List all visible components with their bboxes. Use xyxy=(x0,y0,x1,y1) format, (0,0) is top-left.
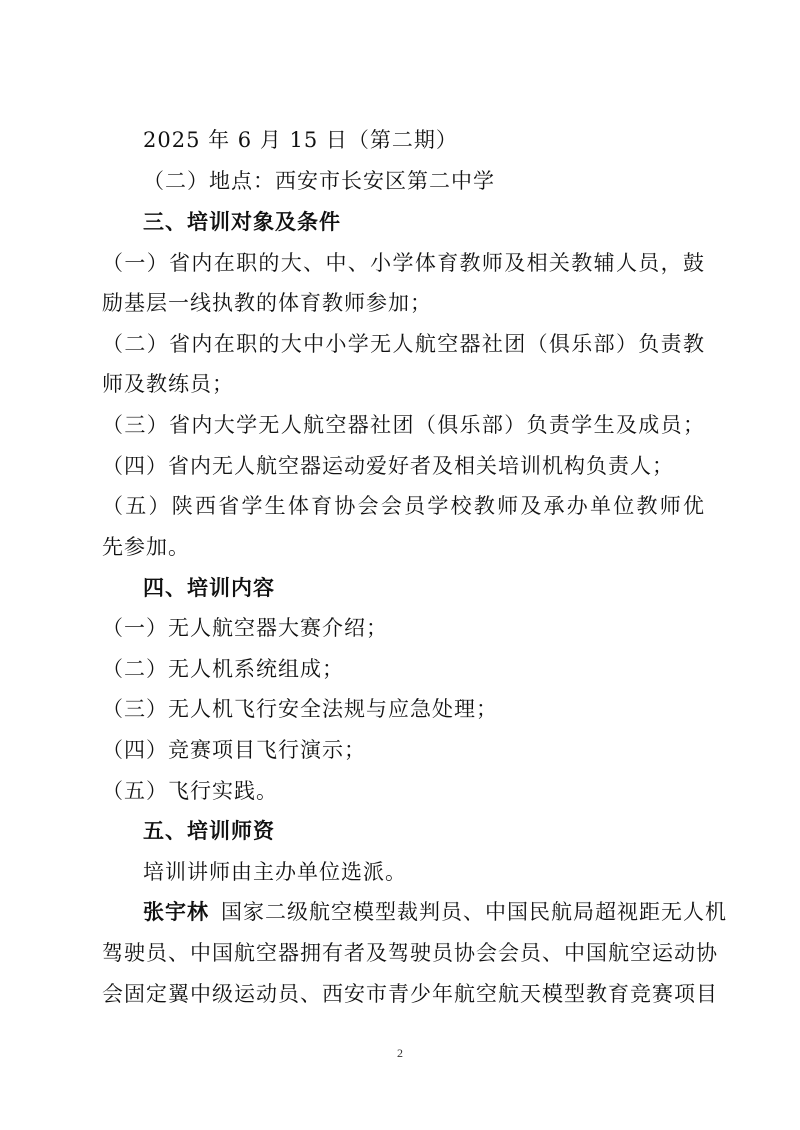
content-item-3: （三）无人机飞行安全法规与应急处理； xyxy=(102,697,498,721)
trainee-item-2-line-1: （二）省内在职的大中小学无人航空器社团（俱乐部）负责教 xyxy=(102,332,705,356)
section-heading-instructors: 五、培训师资 xyxy=(143,819,275,843)
content-item-4: （四）竞赛项目飞行演示； xyxy=(102,738,366,762)
trainee-item-5-line-1: （五）陕西省学生体育协会会员学校教师及承办单位教师优 xyxy=(102,494,705,518)
instructor-name: 张宇林 xyxy=(143,900,209,924)
instructors-intro: 培训讲师由主办单位选派。 xyxy=(143,860,407,884)
trainee-item-1-line-2: 励基层一线执教的体育教师参加； xyxy=(102,291,432,315)
location-line: （二）地点：西安市长安区第二中学 xyxy=(143,169,495,193)
content-item-2: （二）无人机系统组成； xyxy=(102,657,344,681)
trainee-item-5-line-2: 先参加。 xyxy=(102,535,190,559)
section-heading-trainees: 三、培训对象及条件 xyxy=(143,210,341,234)
trainee-item-4: （四）省内无人航空器运动爱好者及相关培训机构负责人； xyxy=(102,454,674,478)
trainee-item-2-line-2: 师及教练员； xyxy=(102,372,234,396)
instructor-entry-line-1 xyxy=(143,897,727,927)
instructor-desc-line-2: 驾驶员、中国航空器拥有者及驾驶员协会会员、中国航空运动协 xyxy=(102,941,718,965)
page-number: 2 xyxy=(397,1046,403,1060)
date-line: 2025 年 6 月 15 日（第二期） xyxy=(143,128,458,152)
instructor-desc-line-1: 国家二级航空模型裁判员、中国民航局超视距无人机 xyxy=(221,900,727,924)
content-item-5: （五）飞行实践。 xyxy=(102,779,278,803)
instructor-desc-line-3: 会固定翼中级运动员、西安市青少年航空航天模型教育竞赛项目 xyxy=(102,982,718,1006)
content-item-1: （一）无人航空器大赛介绍； xyxy=(102,616,388,640)
trainee-item-3: （三）省内大学无人航空器社团（俱乐部）负责学生及成员； xyxy=(102,413,705,437)
trainee-item-1-line-1: （一）省内在职的大、中、小学体育教师及相关教辅人员，鼓 xyxy=(102,251,705,275)
section-heading-content: 四、培训内容 xyxy=(143,576,275,600)
